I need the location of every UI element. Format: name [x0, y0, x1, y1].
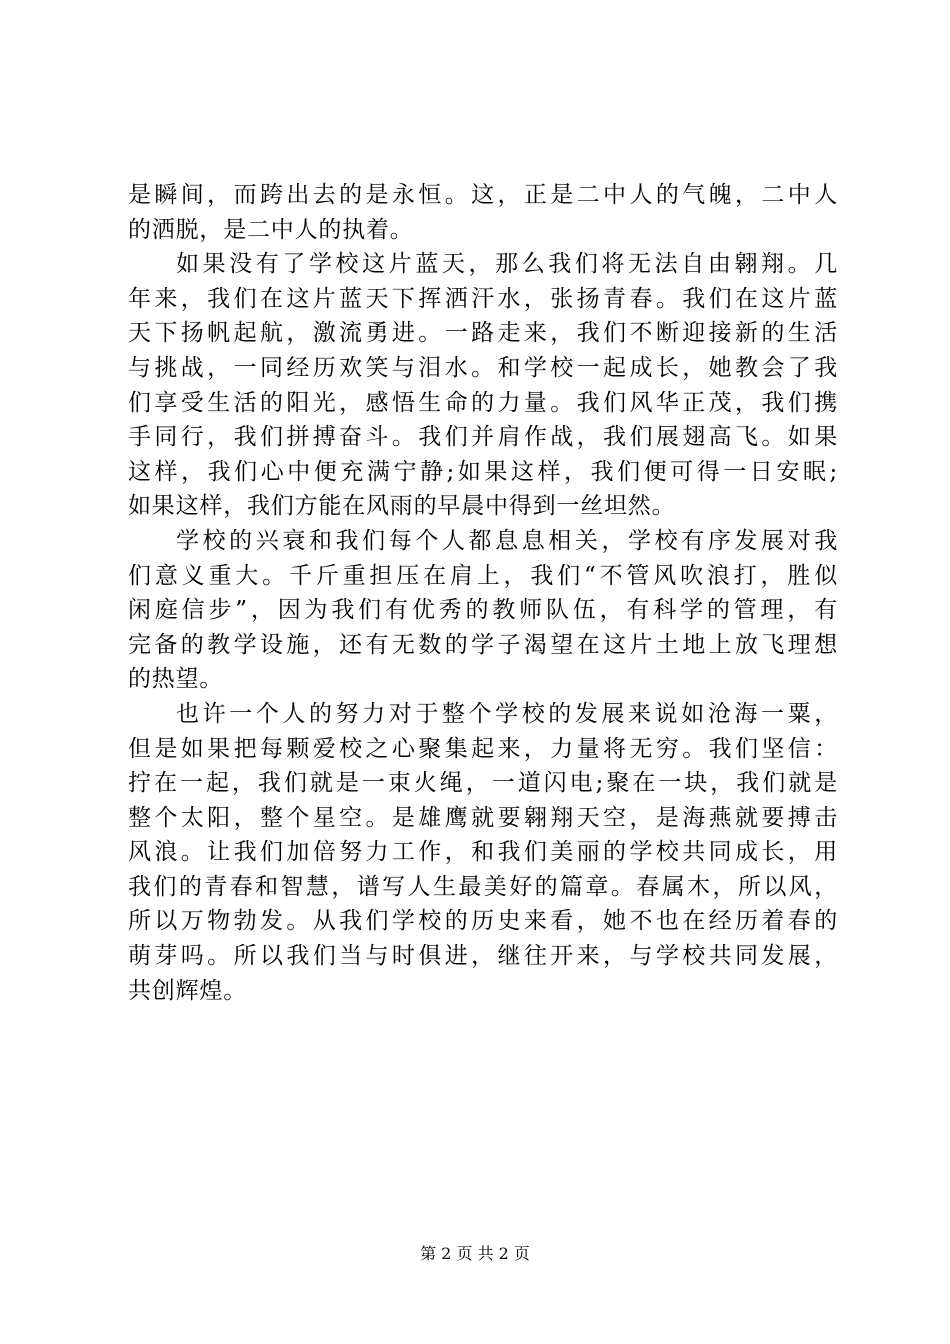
text-line: 是瞬间，而跨出去的是永恒。这，正是二中人的气魄，二中人 — [128, 182, 838, 208]
text-line: 完备的教学设施，还有无数的学子渴望在这片土地上放飞理想 — [128, 631, 838, 658]
text-line: 所以万物勃发。从我们学校的历史来看，她不也在经历着春的 — [128, 908, 838, 935]
text-line: 风浪。让我们加倍努力工作，和我们美丽的学校共同成长，用 — [128, 839, 838, 866]
page-number-footer: 第 2 页 共 2 页 — [420, 1244, 530, 1263]
paragraph-first-line: 也许一个人的努力对于整个学校的发展来说如沧海一粟， — [176, 700, 838, 727]
text-line: 我们的青春和智慧，谱写人生最美好的篇章。春属木，所以风， — [128, 873, 838, 900]
text-line: 整个太阳，整个星空。是雄鹰就要翱翔天空，是海燕就要搏击 — [128, 804, 838, 831]
text-line: 如果这样，我们方能在风雨的早晨中得到一丝坦然。 — [128, 493, 676, 520]
text-line: 们享受生活的阳光，感悟生命的力量。我们风华正茂，我们携 — [128, 389, 838, 416]
text-line: 们意义重大。千斤重担压在肩上，我们“不管风吹浪打，胜似 — [128, 562, 838, 589]
paragraph-first-line: 如果没有了学校这片蓝天，那么我们将无法自由翱翔。几 — [176, 251, 838, 278]
text-line: 共创辉煌。 — [128, 977, 247, 1004]
text-line: 的洒脱，是二中人的执着。 — [128, 216, 414, 243]
text-line: 拧在一起，我们就是一束火绳，一道闪电;聚在一块，我们就是 — [128, 770, 838, 797]
text-line: 与挑战，一同经历欢笑与泪水。和学校一起成长，她教会了我 — [128, 354, 838, 381]
paragraph-first-line: 学校的兴衰和我们每个人都息息相关，学校有序发展对我 — [176, 527, 838, 554]
text-line: 这样，我们心中便充满宁静;如果这样，我们便可得一日安眠; — [128, 458, 838, 485]
text-line: 年来，我们在这片蓝天下挥洒汗水，张扬青春。我们在这片蓝 — [128, 285, 838, 312]
text-line: 手同行，我们拼搏奋斗。我们并肩作战，我们展翅高飞。如果 — [128, 424, 838, 451]
text-line: 闲庭信步”，因为我们有优秀的教师队伍，有科学的管理，有 — [128, 597, 838, 624]
text-line: 但是如果把每颗爱校之心聚集起来，力量将无穷。我们坚信： — [128, 735, 838, 762]
document-body — [128, 178, 838, 1008]
text-line: 萌芽吗。所以我们当与时俱进，继往开来，与学校共同发展， — [128, 943, 838, 970]
text-line: 的热望。 — [128, 666, 224, 693]
text-line: 天下扬帆起航，激流勇进。一路走来，我们不断迎接新的生活 — [128, 320, 838, 347]
